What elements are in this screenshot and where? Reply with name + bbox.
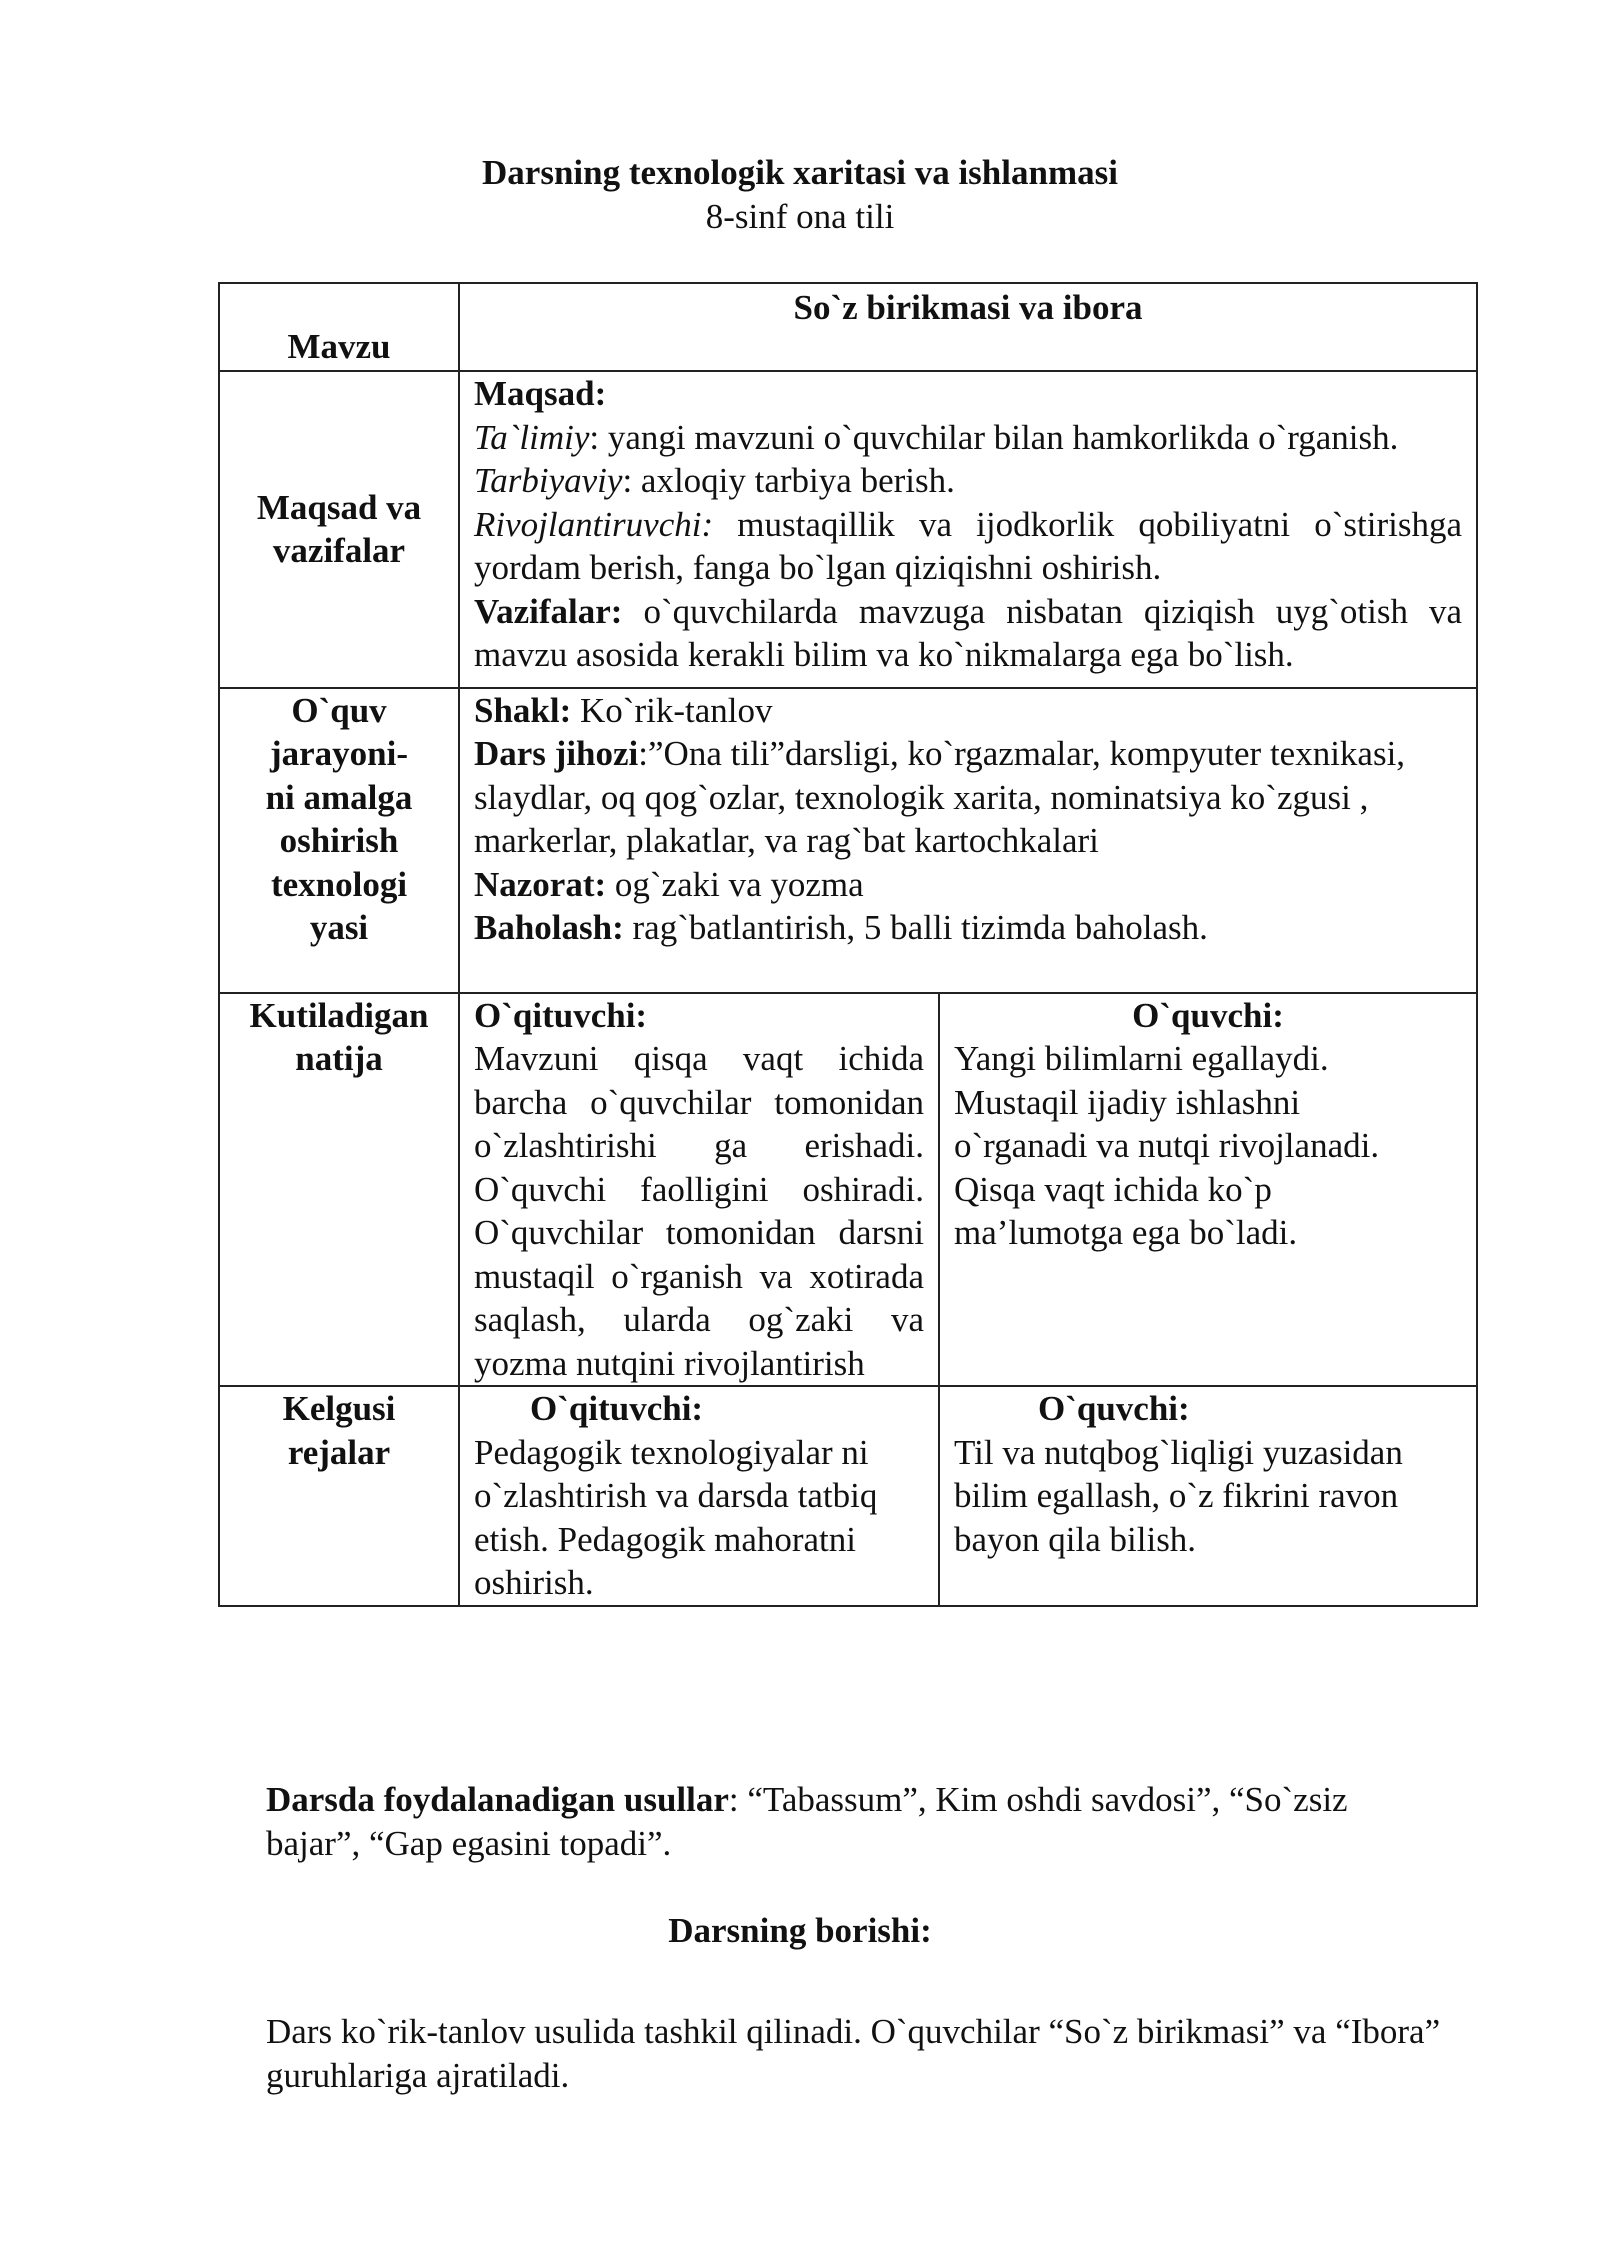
plans-student-line: Til va nutqbog`liqligi yuzasidan — [954, 1432, 1403, 1472]
plans-label — [219, 1386, 459, 1606]
baholash-label: Baholash: — [474, 908, 624, 947]
goal-talimiy — [474, 416, 1462, 460]
topic-label: Mavzu — [219, 283, 459, 371]
lesson-progress-text: Dars ko`rik-tanlov usulida tashkil qilinadi. O`quvchilar “So`z birikmasi” va “Ibora” guruhlariga ajratiladi. — [266, 2012, 1441, 2095]
shakl-text: Ko`rik-tanlov — [571, 690, 773, 730]
tarbiyaviy-text: : axloqiy tarbiya berish. — [622, 461, 955, 500]
nazorat-label: Nazorat: — [474, 864, 607, 904]
baholash-line — [474, 906, 1462, 950]
table-row-results — [219, 993, 1477, 1387]
technology-label-line: O`quv — [291, 690, 387, 730]
results-student-line: Mustaqil ijadiy ishlashni — [954, 1082, 1301, 1122]
technology-label-line: yasi — [309, 908, 369, 947]
vazifalar-text: o`quvchilarda mavzuga nisbatan qiziqish uyg`otish va mavzu asosida kerakli bilim va ko`nikmalarga ega bo`lish. — [474, 591, 1463, 674]
shakl-label: Shakl: — [474, 690, 572, 730]
table-row-topic — [219, 283, 1477, 371]
results-student-line: Qisqa vaqt ichida ko`p — [954, 1169, 1272, 1209]
topic-value: So`z birikmasi va ibora — [459, 283, 1477, 371]
plans-teacher-line: o`zlashtirish va darsda tatbiq — [474, 1476, 878, 1515]
nazorat-line — [474, 863, 1462, 907]
technology-label-line: oshirish — [279, 821, 399, 860]
goal-tarbiyaviy — [474, 459, 1462, 503]
plans-student-heading: O`quvchi: — [1038, 1389, 1190, 1428]
goals-label-line-1: Maqsad va — [256, 487, 422, 527]
lesson-progress-heading: Darsning borishi: — [668, 1911, 932, 1950]
document-title: Darsning texnologik xaritasi va ishlanmasi — [482, 153, 1118, 192]
plans-teacher-line: etish. Pedagogik mahoratni — [474, 1519, 857, 1559]
document-subtitle: 8-sinf ona tili — [705, 197, 895, 236]
technology-label — [219, 688, 459, 993]
rivoj-text: mustaqillik va ijodkorlik qobiliyatni o`stirishga yordam berish, fanga bo`lgan qiziqishni oshirish. — [474, 504, 1463, 587]
rivoj-label: Rivojlantiruvchi: — [474, 504, 714, 544]
plans-label-line-2: rejalar — [287, 1432, 391, 1472]
results-label-line-1: Kutiladigan — [249, 995, 429, 1035]
results-label-line-2: natija — [295, 1039, 383, 1078]
table-row-plans — [219, 1386, 1477, 1606]
results-student-line: ma’lumotga ega bo`ladi. — [954, 1213, 1298, 1252]
table-row-goals — [219, 371, 1477, 688]
goals-heading: Maqsad: — [474, 374, 607, 413]
tarbiyaviy-label: Tarbiyaviy — [474, 461, 623, 500]
goals-label-line-2: vazifalar — [272, 531, 406, 571]
results-teacher-cell — [459, 993, 939, 1387]
plans-student-cell — [939, 1386, 1477, 1606]
plans-teacher-line: Pedagogik texnologiyalar ni — [474, 1432, 869, 1472]
plans-label-line-1: Kelgusi — [282, 1389, 396, 1428]
jihoz-paragraph — [474, 732, 1462, 863]
plans-teacher-heading: O`qituvchi: — [530, 1389, 704, 1428]
results-teacher-text: Mavzuni qisqa vaqt ichida barcha o`quvchilar tomonidan o`zlashtirishi ga erishadi. O`quvchi faolligini oshiradi. O`quvchilar tomonidan darsni mustaqil o`rganish va xotirada saqlash, ularda og`zaki va yozma nutqini rivojlantirish — [474, 1039, 924, 1383]
technology-label-line: jarayoni- — [269, 734, 409, 773]
goals-label — [219, 371, 459, 688]
shakl-line — [474, 689, 1462, 733]
results-student-heading: O`quvchi: — [1132, 995, 1284, 1035]
results-student-cell — [939, 993, 1477, 1387]
jihoz-label: Dars jihozi — [474, 734, 639, 773]
jihoz-text: :”Ona tili”darsligi, ko`rgazmalar, kompyuter texnikasi, slaydlar, oq qog`ozlar, texnologik xarita, nominatsiya ko`zgusi , markerlar, plakatlar, va rag`bat kartochkalari — [474, 734, 1406, 860]
talimiy-text: : yangi mavzuni o`quvchilar bilan hamkorlikda o`rganish. — [589, 417, 1399, 457]
results-student-line: o`rganadi va nutqi rivojlanadi. — [954, 1126, 1380, 1165]
technology-map-table — [218, 282, 1478, 1607]
technology-content — [459, 688, 1477, 993]
nazorat-text: og`zaki va yozma — [606, 864, 864, 904]
table-row-technology — [219, 688, 1477, 993]
talimiy-label: Ta`limiy — [474, 417, 590, 457]
plans-teacher-cell — [459, 1386, 939, 1606]
results-teacher-heading: O`qituvchi: — [474, 995, 648, 1035]
technology-label-line: ni amalga — [265, 777, 413, 817]
technology-label-line: texnologi — [270, 864, 408, 904]
plans-student-line: bilim egallash, o`z fikrini ravon — [954, 1476, 1399, 1515]
tasks-paragraph — [474, 590, 1462, 677]
baholash-text: rag`batlantirish, 5 balli tizimda baholash. — [623, 908, 1208, 947]
methods-paragraph — [266, 1778, 1446, 1866]
goals-content — [459, 371, 1477, 688]
methods-text: : “Tabassum”, Kim oshdi savdosi”, “So`zsiz bajar”, “Gap egasini topadi”. — [266, 1780, 1348, 1863]
methods-label: Darsda foydalanadigan usullar — [266, 1780, 729, 1819]
results-student-line: Yangi bilimlarni egallaydi. — [954, 1039, 1329, 1078]
results-label — [219, 993, 459, 1387]
vazifalar-label: Vazifalar: — [474, 591, 623, 631]
plans-student-line: bayon qila bilish. — [954, 1519, 1197, 1559]
goal-rivojlantiruvchi — [474, 503, 1462, 590]
plans-teacher-line: oshirish. — [474, 1563, 594, 1602]
